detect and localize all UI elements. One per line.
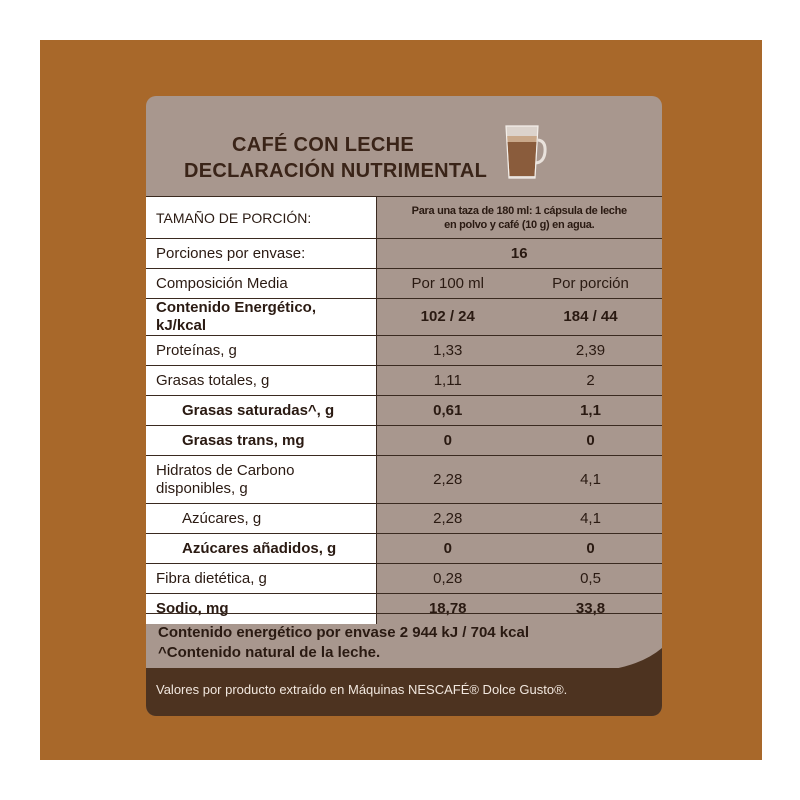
- nutrient-label: Grasas totales, g: [146, 366, 376, 396]
- portion-size-label: TAMAÑO DE PORCIÓN:: [146, 197, 376, 239]
- servings-row: [146, 239, 662, 269]
- portion-size-row: [146, 197, 662, 239]
- table-row: [146, 366, 662, 396]
- column-header-per-serving: Por porción: [519, 269, 662, 299]
- table-row: [146, 396, 662, 426]
- value-per-serving: 0,5: [519, 564, 662, 594]
- panel-header: [146, 96, 662, 196]
- nutrition-table: [146, 196, 662, 624]
- table-row: [146, 299, 662, 336]
- panel-subtitle: DECLARACIÓN NUTRIMENTAL: [184, 160, 488, 182]
- column-header-per100: Por 100 ml: [376, 269, 519, 299]
- servings-label: Porciones por envase:: [146, 239, 376, 269]
- column-header-row: [146, 269, 662, 299]
- table-row: [146, 504, 662, 534]
- value-per100: 18,78: [376, 594, 519, 624]
- value-per100: 0,28: [376, 564, 519, 594]
- nutrient-label: Azúcares añadidos, g: [146, 534, 376, 564]
- value-per-serving: 4,1: [519, 504, 662, 534]
- milk-note: ^Contenido natural de la leche.: [158, 644, 381, 661]
- value-per-serving: 0: [519, 534, 662, 564]
- nutrient-label: Grasas saturadas^, g: [146, 396, 376, 426]
- nutrient-label-line-1: Hidratos de Carbono: [156, 461, 295, 479]
- disclaimer-text: Valores por producto extraído en Máquinas NESCAFÉ® Dolce Gusto®.: [156, 682, 568, 697]
- value-per-serving: 4,1: [519, 456, 662, 504]
- value-per-serving: 2,39: [519, 336, 662, 366]
- value-per-serving: 2: [519, 366, 662, 396]
- nutrition-panel: [146, 96, 662, 716]
- table-row: [146, 426, 662, 456]
- nutrient-label-line-2: disponibles, g: [156, 479, 248, 497]
- table-row: [146, 564, 662, 594]
- value-per100: 1,33: [376, 336, 519, 366]
- value-per100: 2,28: [376, 456, 519, 504]
- value-per100: 102 / 24: [376, 299, 519, 336]
- table-row: [146, 456, 662, 504]
- column-header-label: Composición Media: [146, 269, 376, 299]
- value-per-serving: 184 / 44: [519, 299, 662, 336]
- portion-size-value: [376, 197, 662, 239]
- table-row: [146, 336, 662, 366]
- energy-per-package: Contenido energético por envase 2 944 kJ / 704 kcal: [158, 624, 529, 641]
- footer-notes: [146, 613, 662, 671]
- value-per100: 0: [376, 534, 519, 564]
- nutrient-label: Sodio, mg: [146, 594, 376, 624]
- value-per100: 0,61: [376, 396, 519, 426]
- value-per100: 1,11: [376, 366, 519, 396]
- nutrient-label: Azúcares, g: [146, 504, 376, 534]
- servings-value: 16: [376, 239, 662, 269]
- portion-size-line-2: en polvo y café (10 g) en agua.: [444, 218, 595, 231]
- value-per100: 0: [376, 426, 519, 456]
- coffee-cup-icon: [502, 122, 548, 182]
- product-title: CAFÉ CON LECHE: [232, 134, 414, 156]
- value-per-serving: 33,8: [519, 594, 662, 624]
- value-per-serving: 0: [519, 426, 662, 456]
- table-row: [146, 534, 662, 564]
- nutrient-label: Proteínas, g: [146, 336, 376, 366]
- portion-size-line-1: Para una taza de 180 ml: 1 cápsula de leche: [411, 204, 627, 217]
- value-per-serving: 1,1: [519, 396, 662, 426]
- nutrient-label: [146, 456, 376, 504]
- nutrient-label: Contenido Energético, kJ/kcal: [146, 299, 376, 336]
- value-per100: 2,28: [376, 504, 519, 534]
- nutrient-label: Fibra dietética, g: [146, 564, 376, 594]
- nutrient-label: Grasas trans, mg: [146, 426, 376, 456]
